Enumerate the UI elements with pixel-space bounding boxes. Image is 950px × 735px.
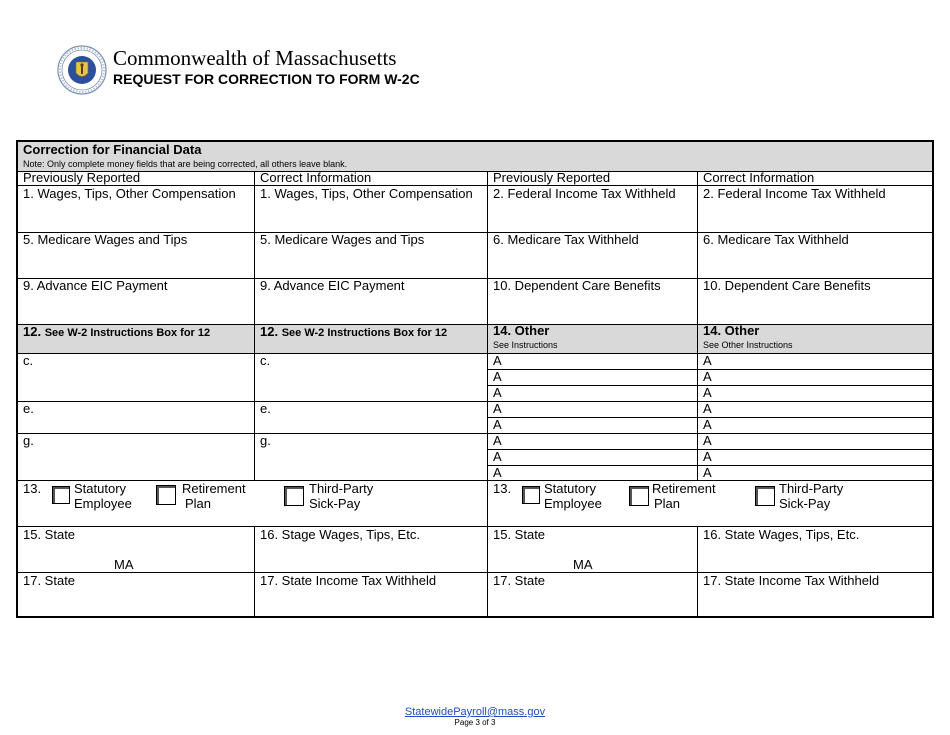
box14-entry: A <box>493 433 502 448</box>
column-divider <box>254 526 255 616</box>
box14-entry: A <box>493 449 502 464</box>
field-label: 16. State Wages, Tips, Etc. <box>703 527 860 542</box>
box14-entry: A <box>493 369 502 384</box>
box14-entry: A <box>703 385 712 400</box>
field-label: 17. State <box>493 573 546 588</box>
box14-subheading: See Other Instructions <box>703 340 793 350</box>
field-label: 9. Advance EIC Payment <box>23 278 168 293</box>
checkbox-label: Statutory <box>74 481 127 496</box>
column-divider <box>254 171 255 480</box>
box12-text: See W-2 Instructions Box for 12 <box>281 327 448 339</box>
checkbox-label: Employee <box>544 496 602 511</box>
field-label: 17. State <box>23 573 76 588</box>
box14-entry: A <box>703 401 712 416</box>
box14-entry: A <box>493 401 502 416</box>
field-label: 15. State <box>23 527 76 542</box>
box12-number: 12. <box>23 324 42 339</box>
column-divider <box>697 526 698 616</box>
contact-email-link[interactable]: StatewidePayroll@mass.gov <box>404 706 546 718</box>
column-divider <box>487 171 488 616</box>
box14-entry: A <box>493 417 502 432</box>
column-heading-previous: Previously Reported <box>23 170 141 185</box>
box14-entry: A <box>703 433 712 448</box>
box14-entry: A <box>493 353 502 368</box>
checkbox-label: Plan <box>185 496 212 511</box>
box14-subheading: See Instructions <box>493 340 558 350</box>
checkbox-label: Sick-Pay <box>779 496 831 511</box>
section-title: Correction for Financial Data <box>23 142 202 157</box>
box14-entry: A <box>493 385 502 400</box>
box12-letter: c. <box>23 353 34 368</box>
box12-heading <box>260 325 447 340</box>
field-label: 6. Medicare Tax Withheld <box>703 232 849 247</box>
checkbox-label: Retirement <box>182 481 246 496</box>
box12-letter: e. <box>260 401 271 416</box>
state-value: MA <box>114 557 134 572</box>
field-label: 16. Stage Wages, Tips, Etc. <box>260 527 420 542</box>
checkbox-label: Sick-Pay <box>309 496 361 511</box>
field-label: 17. State Income Tax Withheld <box>260 573 437 588</box>
statutory-employee-checkbox[interactable] <box>522 486 540 504</box>
box14-heading: 14. Other <box>493 323 550 338</box>
retirement-plan-checkbox[interactable] <box>156 485 176 505</box>
field-label: 1. Wages, Tips, Other Compensation <box>260 186 473 201</box>
field-label: 10. Dependent Care Benefits <box>703 278 871 293</box>
box12-letter: g. <box>260 433 271 448</box>
box12-heading <box>23 325 210 340</box>
checkbox-label: Employee <box>74 496 132 511</box>
box14-entry: A <box>703 353 712 368</box>
checkbox-label: Third-Party <box>779 481 844 496</box>
column-heading-correct: Correct Information <box>703 170 815 185</box>
field-label: 5. Medicare Wages and Tips <box>260 232 425 247</box>
box12-letter: c. <box>260 353 271 368</box>
form-title: REQUEST FOR CORRECTION TO FORM W-2C <box>113 71 420 87</box>
box14-entry: A <box>703 465 712 480</box>
statutory-employee-checkbox[interactable] <box>52 486 70 504</box>
field-label: 15. State <box>493 527 546 542</box>
column-divider <box>697 171 698 480</box>
divider <box>18 433 932 434</box>
box14-entry: A <box>703 449 712 464</box>
box12-letter: g. <box>23 433 34 448</box>
column-heading-correct: Correct Information <box>260 170 372 185</box>
financial-correction-table <box>16 140 934 618</box>
massachusetts-seal-logo <box>57 45 107 95</box>
box14-entry: A <box>703 369 712 384</box>
box14-entry: A <box>703 417 712 432</box>
field-label: 1. Wages, Tips, Other Compensation <box>23 186 236 201</box>
checkbox-label: Retirement <box>652 481 716 496</box>
box14-entry: A <box>493 465 502 480</box>
box14-heading: 14. Other <box>703 323 760 338</box>
field-label: 17. State Income Tax Withheld <box>703 573 880 588</box>
box12-number: 12. <box>260 324 279 339</box>
third-party-sick-pay-checkbox[interactable] <box>755 486 775 506</box>
box12-text: See W-2 Instructions Box for 12 <box>44 327 211 339</box>
state-value: MA <box>573 557 593 572</box>
field-label: 6. Medicare Tax Withheld <box>493 232 639 247</box>
checkbox-label: Third-Party <box>309 481 374 496</box>
field-label: 9. Advance EIC Payment <box>260 278 405 293</box>
section-note: Note: Only complete money fields that are being corrected, all others leave blank. <box>23 159 348 169</box>
page-number: Page 3 of 3 <box>454 718 496 727</box>
checkbox-label: Statutory <box>544 481 597 496</box>
column-heading-previous: Previously Reported <box>493 170 611 185</box>
divider <box>18 353 932 354</box>
field-label: 10. Dependent Care Benefits <box>493 278 661 293</box>
checkbox-label: Plan <box>654 496 681 511</box>
box13-label: 13. <box>493 481 512 496</box>
field-label: 2. Federal Income Tax Withheld <box>703 186 886 201</box>
field-label: 2. Federal Income Tax Withheld <box>493 186 676 201</box>
box13-label: 13. <box>23 481 42 496</box>
retirement-plan-checkbox[interactable] <box>629 486 649 506</box>
third-party-sick-pay-checkbox[interactable] <box>284 486 304 506</box>
box12-letter: e. <box>23 401 34 416</box>
organization-name: Commonwealth of Massachusetts <box>113 46 397 70</box>
field-label: 5. Medicare Wages and Tips <box>23 232 188 247</box>
divider <box>18 401 932 402</box>
